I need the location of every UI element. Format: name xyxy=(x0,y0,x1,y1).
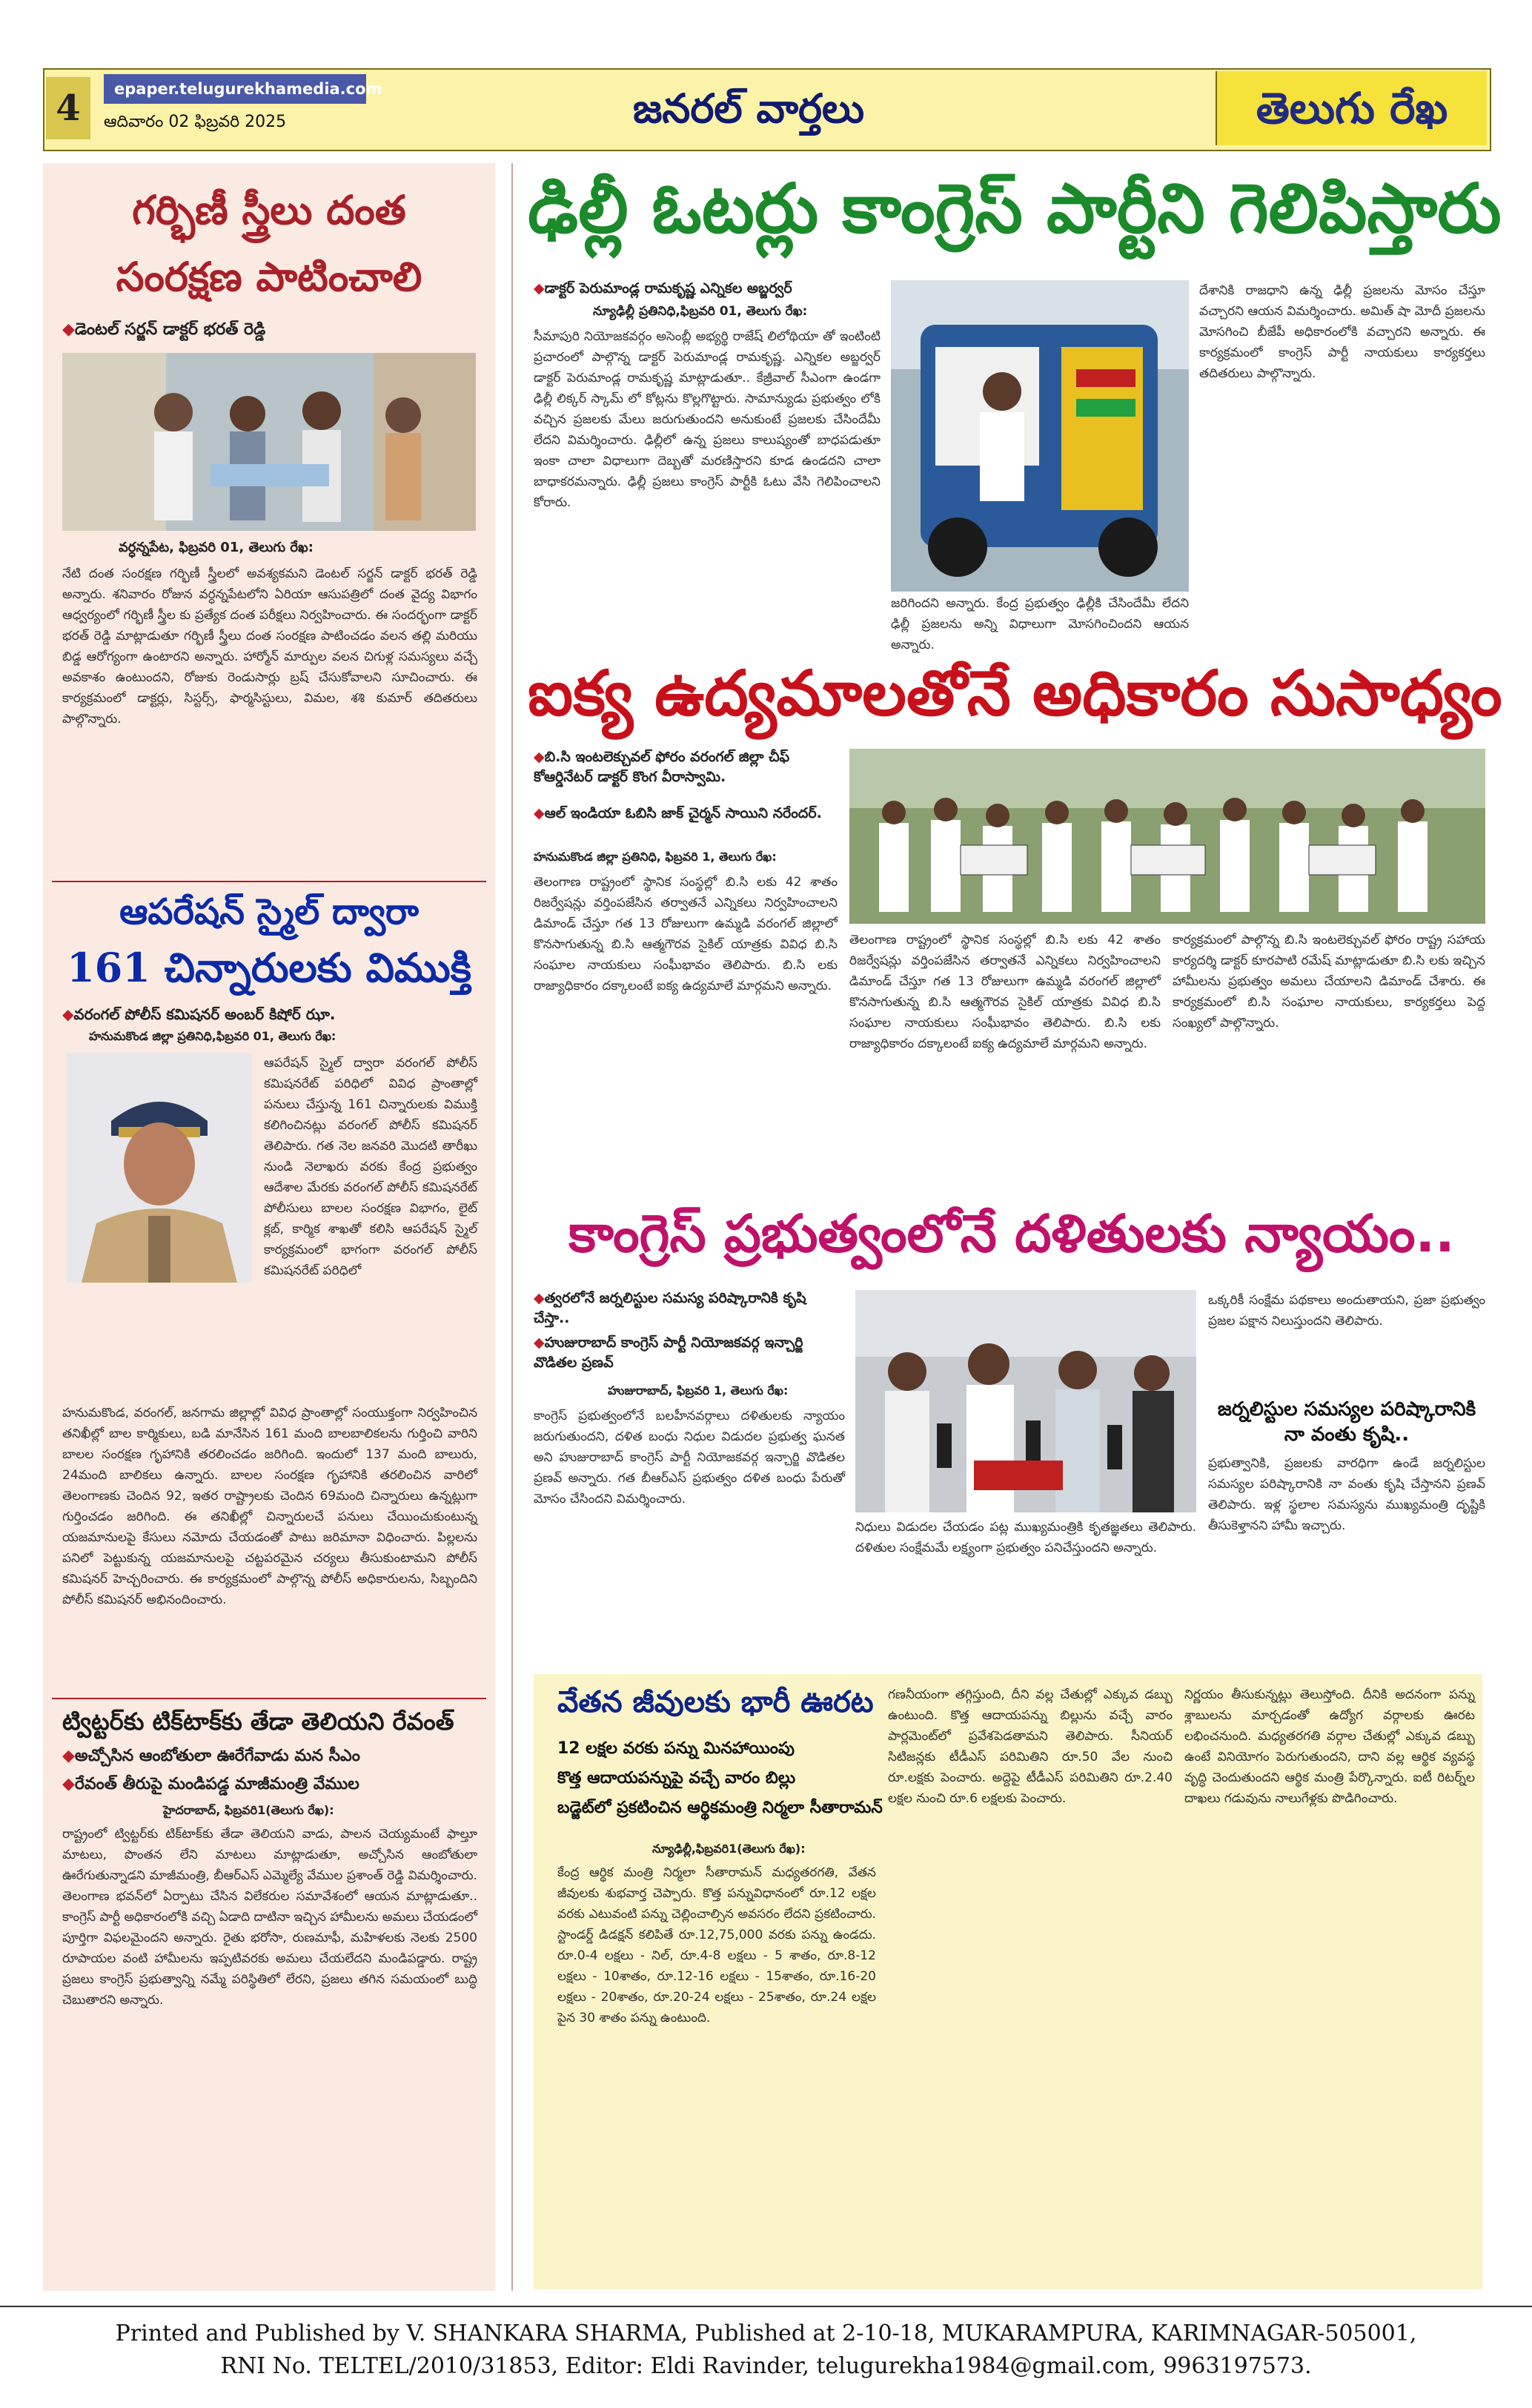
dalit-body-1: కాంగ్రెస్ ప్రభుత్వంలోనే బలహీనవర్గాలు దళితులకు న్యాయం జరుగుతుందని, దళిత బంధు నిధుల విడుదల ప్రభుత్వ ఘనత అని హుజురాబాద్ కాంగ్రెస్ పార్టీ నియోజకవర్గ ఇన్చార్జి వొడితల ప్రణవ్ అన్నారు. గత బీఆర్ఎస్ ప్రభుత్వం దళిత బంధు పేరుతో మోసం చేసిందని విమర్శించారు. xyxy=(534,1409,845,1506)
dalit-body-3: ఒక్కరికీ సంక్షేమ పథకాలు అందుతాయని, ప్రజా ప్రభుత్వం ప్రజల పక్షాన నిలుస్తుందని తెలిపారు. xyxy=(1208,1293,1485,1329)
dalit-subhead: జర్నలిస్టుల సమస్యల పరిష్కారానికి నా వంతు కృషి.. xyxy=(1217,1398,1476,1446)
salary-body-1: కేంద్ర ఆర్థిక మంత్రి నిర్మలా సీతారామన్ మధ్యతరగతి, వేతన జీవులకు శుభవార్త చెప్పారు. కొత్త పన్నువిధానంలో రూ.12 లక్షల వరకు ఎటువంటి పన్ను చెల్లించాల్సిన అవసరం లేదని ప్రకటించారు. స్టాండర్డ్ డిడక్షన్ కలిపితే రూ.12,75,000 వరకు పన్ను ఉండదు. రూ.0-4 లక్షలు - నిల్, రూ.4-8 లక్షలు - 5 శాతం, రూ.8-12 లక్షలు - 10శాతం, రూ.12-16 లక్షలు - 15శాతం, రూ.16-20 లక్షలు - 20శాతం, రూ.20-24 లక్షలు - 25శాతం, రూ.24 లక్షల పైన 30 శాతం పన్ను ఉంటుంది. xyxy=(557,1865,876,2025)
dental-photo-illustration xyxy=(62,353,476,531)
delhi-byline: ◆ డాక్టర్ పెరుమాండ్ల రామకృష్ణ ఎన్నికల అబ్జర్వర్ xyxy=(534,280,889,300)
salary-body-2: గణనీయంగా తగ్గిస్తుంది, దీని వల్ల చేతుల్లో ఎక్కువ డబ్బు ఉంటుంది. కొత్త ఆదాయపన్ను బిల్లును వచ్చే వారం పార్లమెంట్‌లో ప్రవేశపెడతామని తెలిపారు. సీనియర్ సిటిజన్లకు టీడీఎస్ పరిమితిని రూ.50 వేల నుంచి రూ.లక్షకు పెంచారు. అద్దెపై టీడీఎస్ పరిమితిని రూ.2.40 లక్షల నుంచి రూ.6 లక్షలకు పెంచారు. xyxy=(888,1687,1173,1806)
unity-headline: ఐక్య ఉద్యమాలతోనే అధికారం సుసాధ్యం xyxy=(528,657,1502,730)
salary-bullet-3: బడ్జెట్‌లో ప్రకటించిన ఆర్థికమంత్రి నిర్మలా సీతారామన్ xyxy=(557,1799,883,1817)
rule xyxy=(52,1698,486,1699)
dalit-bullet-1: ◆ త్వరలోనే జర్నలిస్టుల సమస్య పరిష్కారానికి కృషి చేస్తా.. xyxy=(534,1290,845,1330)
page-number: 4 xyxy=(46,77,90,139)
unity-photo xyxy=(849,749,1485,924)
delhi-dateline: న్యూఢిల్లీ ప్రతినిధి,ఫిబ్రవరి 01, తెలుగు రేఖ: xyxy=(593,304,808,319)
delhi-campaign-photo xyxy=(891,280,1189,592)
delhi-photo xyxy=(891,280,1189,592)
unity-body-1: తెలంగాణ రాష్ట్రంలో స్థానిక సంస్థల్లో బి.సి లకు 42 శాతం రిజర్వేషన్లు వర్తింపజేసిన తర్వాతనే ఎన్నికలు నిర్వహించాలని డిమాండ్ చేస్తూ గత 13 రోజులుగా ఉమ్మడి వరంగల్ జిల్లాలో కొనసాగుతున్న బి.సి ఆత్మగౌరవ సైకిల్ యాత్రకు వివిధ బి.సి సంఘాల నాయకులు సంఘీభావం తెలిపారు. బి.సి లకు రాజ్యాధికారం దక్కాలంటే ఐక్య ఉద్యమాలే మార్గమని అన్నారు. xyxy=(849,933,1161,1051)
salary-headline: వేతన జీవులకు భారీ ఊరట xyxy=(557,1684,874,1719)
dental-body: నేటి దంత సంరక్షణ గర్భిణీ స్త్రీలలో అవశ్యకమని డెంటల్ సర్జన్ డాక్టర్ భరత్ రెడ్డి అన్నారు. శనివారం రోజున వర్ధన్నపేటలోని ఏరియా ఆసుపత్రిలో దంత వైద్య విభాగం ఆధ్వర్యంలో గర్భిణీ స్త్రీల కు ప్రత్యేక దంత పరీక్షలు నిర్వహించారు. ఈ సందర్భంగా డాక్టర్ భరత్ రెడ్డి మాట్లాడుతూ గర్భిణీ స్త్రీలు దంత సంరక్షణ పాటించడం వలన తల్లి మరియు బిడ్డ ఆరోగ్యంగా ఉంటారని అన్నారు. హార్మోన్ మార్పుల వలన చిగుళ్ల సమస్యలు వచ్చే అవకాశం ఉంటుందని, రోజుకు రెండుసార్లు బ్రష్ చేసుకోవాలని సూచించారు. ఈ కార్యక్రమంలో డాక్టర్లు, సిస్టర్స్, ఫార్మసిస్టులు, విమల, శశి కుమార్ తదితరులు పాల్గొన్నారు. xyxy=(62,566,477,727)
twitter-bullet-2: ◆ రేవంత్ తీరుపై మండిపడ్డ మాజీమంత్రి వేముల xyxy=(62,1775,485,1797)
unity-bullet-1: ◆ బి.సి ఇంటలెక్చువల్ ఫోరం వరంగల్ జిల్లా చీఫ్ కోఆర్డినేటర్ డాక్టర్ కొంగ వీరాస్వామి. xyxy=(534,749,838,789)
salary-dateline: న్యూఢిల్లీ,ఫిబ్రవరి1(తెలుగు రేఖ): xyxy=(652,1842,806,1856)
salary-body-3: నిర్ణయం తీసుకున్నట్లు తెలుస్తోంది. దీనికి అదనంగా పన్ను శ్లాబులను మార్చడంతో ఉద్యోగ వర్గాలకు ఊరట లభించనుంది. మధ్యతరగతి వర్గాల చేతుల్లో ఎక్కువ డబ్బు ఉంటే వినియోగం పెరుగుతుందని, దాని వల్ల ఆర్థిక వ్యవస్థ వృద్ధి చెందుతుందని ఆర్థిక మంత్రి పేర్కొన్నారు. ఐటీ రిటర్న్‌ల దాఖలు గడువును నాలుగేళ్లకు పొడిగించారు. xyxy=(1184,1687,1475,1806)
unity-body-intro: తెలంగాణ రాష్ట్రంలో స్థానిక సంస్థల్లో బి.సి లకు 42 శాతం రిజర్వేషన్లు వర్తింపజేసిన తర్వాతనే ఎన్నికలు నిర్వహించాలని డిమాండ్ చేస్తూ గత 13 రోజులుగా ఉమ్మడి వరంగల్ జిల్లాలో కొనసాగుతున్న బి.సి ఆత్మగౌరవ సైకిల్ యాత్రకు వివిధ బి.సి సంఘాల నాయకులు సంఘీభావం తెలిపారు. బి.సి లకు రాజ్యాధికారం దక్కాలంటే ఐక్య ఉద్యమాలే మార్గమని అన్నారు. xyxy=(534,875,838,993)
dalit-body-4: ప్రభుత్వానికి, ప్రజలకు వారధిగా ఉండే జర్నలిస్టుల సమస్యల పరిష్కారానికి నా వంతు కృషి చేస్తానని ప్రణవ్ తెలిపారు. ఇళ్ల స్థలాల సమస్యను ముఖ్యమంత్రి దృష్టికి తీసుకెళ్తానని హామీ ఇచ్చారు. xyxy=(1208,1456,1485,1533)
dalit-dateline: హుజురాబాద్, ఫిబ్రవరి 1, తెలుగు రేఖ: xyxy=(608,1383,789,1398)
commissioner-portrait xyxy=(67,1053,252,1283)
unity-dateline: హనుమకొండ జిల్లా ప్రతినిధి, ఫిబ్రవరి 1, తెలుగు రేఖ: xyxy=(534,850,777,864)
twitter-body: రాష్ట్రంలో ట్విట్టర్‌కు టిక్‌టాక్‌కు తేడా తెలియని వాడు, పాలన చెయ్యమంటే ఫాల్తూ మాటలు, పొంతన లేని మాటలు మాట్లాడుతూ, అచ్చోసిన ఆంబోతులా ఊరేగుతున్నాడని మాజీమంత్రి, బీఆర్ఎస్ ఎమ్మెల్యే వేముల ప్రశాంత్ రెడ్డి విమర్శించారు. తెలంగాణ భవన్‌లో ఏర్పాటు చేసిన విలేకరుల సమావేశంలో ఆయన మాట్లాడుతూ.. కాంగ్రెస్ పార్టీ అధికారంలోకి వచ్చి ఏడాది దాటినా ఇచ్చిన హామీలను అమలు చేయడంలో పూర్తిగా విఫలమైందని అన్నారు. రైతు భరోసా, రుణమాఫీ, మహిళలకు నెలకు 2500 రూపాయల వంటి హామీలను ఇప్పటివరకు అమలు చేయలేదని మండిపడ్డారు. రాష్ట్ర ప్రజలు కాంగ్రెస్ ప్రభుత్వాన్ని నమ్మే పరిస్థితిలో లేరని, ప్రజలు తగిన సమయంలో బుద్ధి చెబుతారని అన్నారు. xyxy=(62,1827,477,2008)
delhi-body-2: జరిగిందని అన్నారు. కేంద్ర ప్రభుత్వం ఢిల్లీకి చేసిందేమీ లేదని ఢిల్లీ ప్రజలను అన్ని విధాలుగా మోసగించిందని ఆయన అన్నారు. xyxy=(891,596,1189,652)
operation-headline-1: ఆపరేషన్ స్మైల్ ద్వారా xyxy=(119,891,419,933)
dental-headline-1: గర్భిణీ స్త్రీలు దంత xyxy=(132,186,406,234)
dalit-press-photo xyxy=(855,1290,1196,1512)
dental-headline-2: సంరక్షణ పాటించాలి xyxy=(116,253,422,300)
unity-bullet-2: ◆ ఆల్ ఇండియా ఓబిసి జాక్ చైర్మన్ సాయిని నరేందర్. xyxy=(534,805,838,825)
operation-headline-2: 161 చిన్నారులకు విముక్తి xyxy=(67,944,471,991)
section-title: జనరల్ వార్తలు xyxy=(632,85,865,132)
delhi-headline: ఢిల్లీ ఓటర్లు కాంగ్రెస్ పార్టీని గెలిపిస్తారు xyxy=(528,169,1502,248)
column-divider xyxy=(511,163,513,2291)
footer-imprint-line-1: Printed and Published by V. SHANKARA SHARMA, Published at 2-10-18, MUKARAMPURA, KARIMNAGAR-505001, xyxy=(115,2321,1417,2346)
dental-photo xyxy=(62,353,476,531)
delhi-body-3: దేశానికి రాజధాని ఉన్న ఢిల్లీ ప్రజలను మోసం చేస్తూ వచ్చారని ఆయన విమర్శించారు. అమిత్ షా మోదీ ప్రజలను మోసగించి బీజేపీ అధికారంలోకి వచ్చారని అన్నారు. ఈ కార్యక్రమంలో కాంగ్రెస్ పార్టీ నాయకులు కార్యకర్తలు తదితరులు పాల్గొన్నారు. xyxy=(1199,283,1485,381)
footer-rule xyxy=(0,2306,1532,2307)
footer-imprint-line-2: RNI No. TELTEL/2010/31853, Editor: Eldi Ravinder, telugurekha1984@gmail.com, 9963197573. xyxy=(220,2353,1312,2379)
dental-dateline: వర్ధన్నపేట, ఫిబ్రవరి 01, తెలుగు రేఖ: xyxy=(119,540,314,555)
operation-body-1: ఆపరేషన్ స్మైల్ ద్వారా వరంగల్ పోలీస్ కమిషనరేట్ పరిధిలో వివిధ ప్రాంతాల్లో పనులు చేస్తున్న 161 చిన్నారులకు విముక్తి కలిగించినట్లు వరంగల్ పోలీస్ కమిషనర్ తెలిపారు. గత నెల జనవరి మొదటి తారీఖు నుండి నెలాఖరు వరకు కేంద్ర ప్రభుత్వం ఆదేశాల మేరకు వరంగల్ పోలీస్ కమిషనరేట్ పోలీసులు బాలల సంరక్షణ విభాగం, లైట్ క్లబ్, కార్మిక శాఖతో కలిసి ఆపరేషన్ స్మైల్ కార్యక్రమంలో భాగంగా వరంగల్ పోలీస్ కమిషనరేట్ పరిధిలో xyxy=(264,1056,477,1278)
operation-byline: ◆ వరంగల్ పోలీస్ కమిషనర్ అంబర్ కిషోర్ ఝా. xyxy=(62,1005,485,1027)
dalit-headline: కాంగ్రెస్ ప్రభుత్వంలోనే దళితులకు న్యాయం.. xyxy=(568,1203,1455,1264)
dalit-body-2: నిధులు విడుదల చేయడం పట్ల ముఖ్యమంత్రికి కృతజ్ఞతలు తెలిపారు. దళితుల సంక్షేమమే లక్ష్యంగా ప్రభుత్వం పనిచేస్తుందని అన్నారు. xyxy=(855,1520,1196,1555)
salary-bullet-2: కొత్త ఆదాయపన్నుపై వచ్చే వారం బిల్లు xyxy=(557,1769,796,1787)
twitter-headline: ట్విట్టర్‌కు టిక్‌టాక్‌కు తేడా తెలియని రేవంత్ xyxy=(62,1707,454,1736)
unity-body-2: కార్యక్రమంలో పాల్గొన్న బి.సి ఇంటలెక్చువల్ ఫోరం రాష్ట్ర సహాయ కార్యదర్శి డాక్టర్ కూరపాటి రమేష్ మాట్లాడుతూ బి.సి లకు ఇచ్చిన హామీలను ప్రభుత్వం అమలు చేయాలని డిమాండ్ చేశారు. ఈ కార్యక్రమంలో బి.సి సంఘాల నాయకులు, కార్యకర్తలు పెద్ద సంఖ్యలో పాల్గొన్నారు. xyxy=(1173,933,1485,1031)
dalit-photo xyxy=(855,1290,1196,1512)
newspaper-logo: తెలుగు రేఖ xyxy=(1216,71,1487,145)
issue-date: ఆదివారం 02 ఫిబ్రవరి 2025 xyxy=(104,113,287,131)
unity-rally-photo xyxy=(849,749,1485,924)
twitter-dateline: హైదరాబాద్, ఫిబ్రవరి1(తెలుగు రేఖ): xyxy=(163,1803,334,1817)
twitter-bullet-1: ◆ అచ్చోసిన ఆంబోతులా ఊరేగేవాడు మన సీఎం xyxy=(62,1747,485,1769)
commissioner-photo xyxy=(67,1053,252,1283)
operation-dateline: హనుమకొండ జిల్లా ప్రతినిధి,ఫిబ్రవరి 01, తెలుగు రేఖ: xyxy=(89,1029,336,1043)
delhi-body-1: సీమాపురి నియోజకవర్గం అసెంబ్లీ అభ్యర్థి రాజేష్ లిలోథియా తో ఇంటింటి ప్రచారంలో పాల్గొన్న డాక్టర్ పెరుమాండ్ల రామకృష్ణ. ఎన్నికల అబ్జర్వర్ డాక్టర్ పెరుమాండ్ల రామకృష్ణ మాట్లాడుతూ.. కేజ్రీవాల్ సీఎంగా ఉండగా ఢిల్లీ లిక్కర్ స్కామ్ లో కోట్లను కొల్లగొట్టారు. సామాన్యుడు ప్రభుత్వం లోకి వచ్చిన ప్రజలకు మేలు జరుగుతుందని అనుకుంటే ప్రజలకు చేసిందేమీ లేదని విమర్శించారు. ఢిల్లీలో ఉన్న ప్రజలు కాలుష్యంతో బాధపడుతూ ఇంకా చాలా విధాలుగా దెబ్బతో మరణిస్తారని కూడ ఉండదని చాలా బాధాకరమన్నారు. ఢిల్లీ ప్రజలు కాంగ్రెస్ పార్టీకి ఓటు వేసి గెలిపించాలని కోరారు. xyxy=(534,329,881,510)
operation-body-2: హనుమకొండ, వరంగల్, జనగామ జిల్లాల్లో వివిధ ప్రాంతాల్లో సంయుక్తంగా నిర్వహించిన తనిఖీల్లో బాల కార్మికులు, బడి మానేసిన 161 మంది బాలబాలికలను గుర్తించి వారిని బాలల సంరక్షణ గృహానికి తరలించడం జరిగింది. ఇందులో 137 మంది బాలురు, 24మంది బాలికలు ఉన్నారు. బాలల సంరక్షణ గృహానికి తరలించిన వారిలో తెలంగాణకు చెందిన 92, ఇతర రాష్ట్రాలకు చెందిన 69మంది చిన్నారులు ఉన్నట్లుగా గుర్తించడం జరిగింది. ఈ తనిఖీల్లో చిన్నారులచే పనులు చేయించుకుంటున్న యజమానులపై కేసులు నమోదు చేయడంతో పాటు జరిమానా విధించారు. పిల్లలను పనిలో పెట్టుకున్న యజమానులపై చట్టపరమైన చర్యలు తీసుకుంటామని పోలీస్ కమిషనర్ హెచ్చరించారు. ఈ కార్యక్రమంలో పాల్గొన్న పోలీస్ అధికారులను, సిబ్బందిని పోలీస్ కమిషనర్ అభినందించారు. xyxy=(62,1406,477,1607)
dental-byline: ◆ డెంటల్ సర్జన్ డాక్టర్ భరత్ రెడ్డి xyxy=(62,320,485,343)
dalit-bullet-2: ◆ హుజురాబాద్ కాంగ్రెస్ పార్టీ నియోజకవర్గ ఇన్చార్జి వొడితల ప్రణవ్ xyxy=(534,1334,845,1375)
rule xyxy=(52,881,486,882)
salary-bullet-1: 12 లక్షల వరకు పన్ను మినహాయింపు xyxy=(557,1739,795,1758)
site-url[interactable]: epaper.telugurekhamedia.com xyxy=(104,74,366,104)
